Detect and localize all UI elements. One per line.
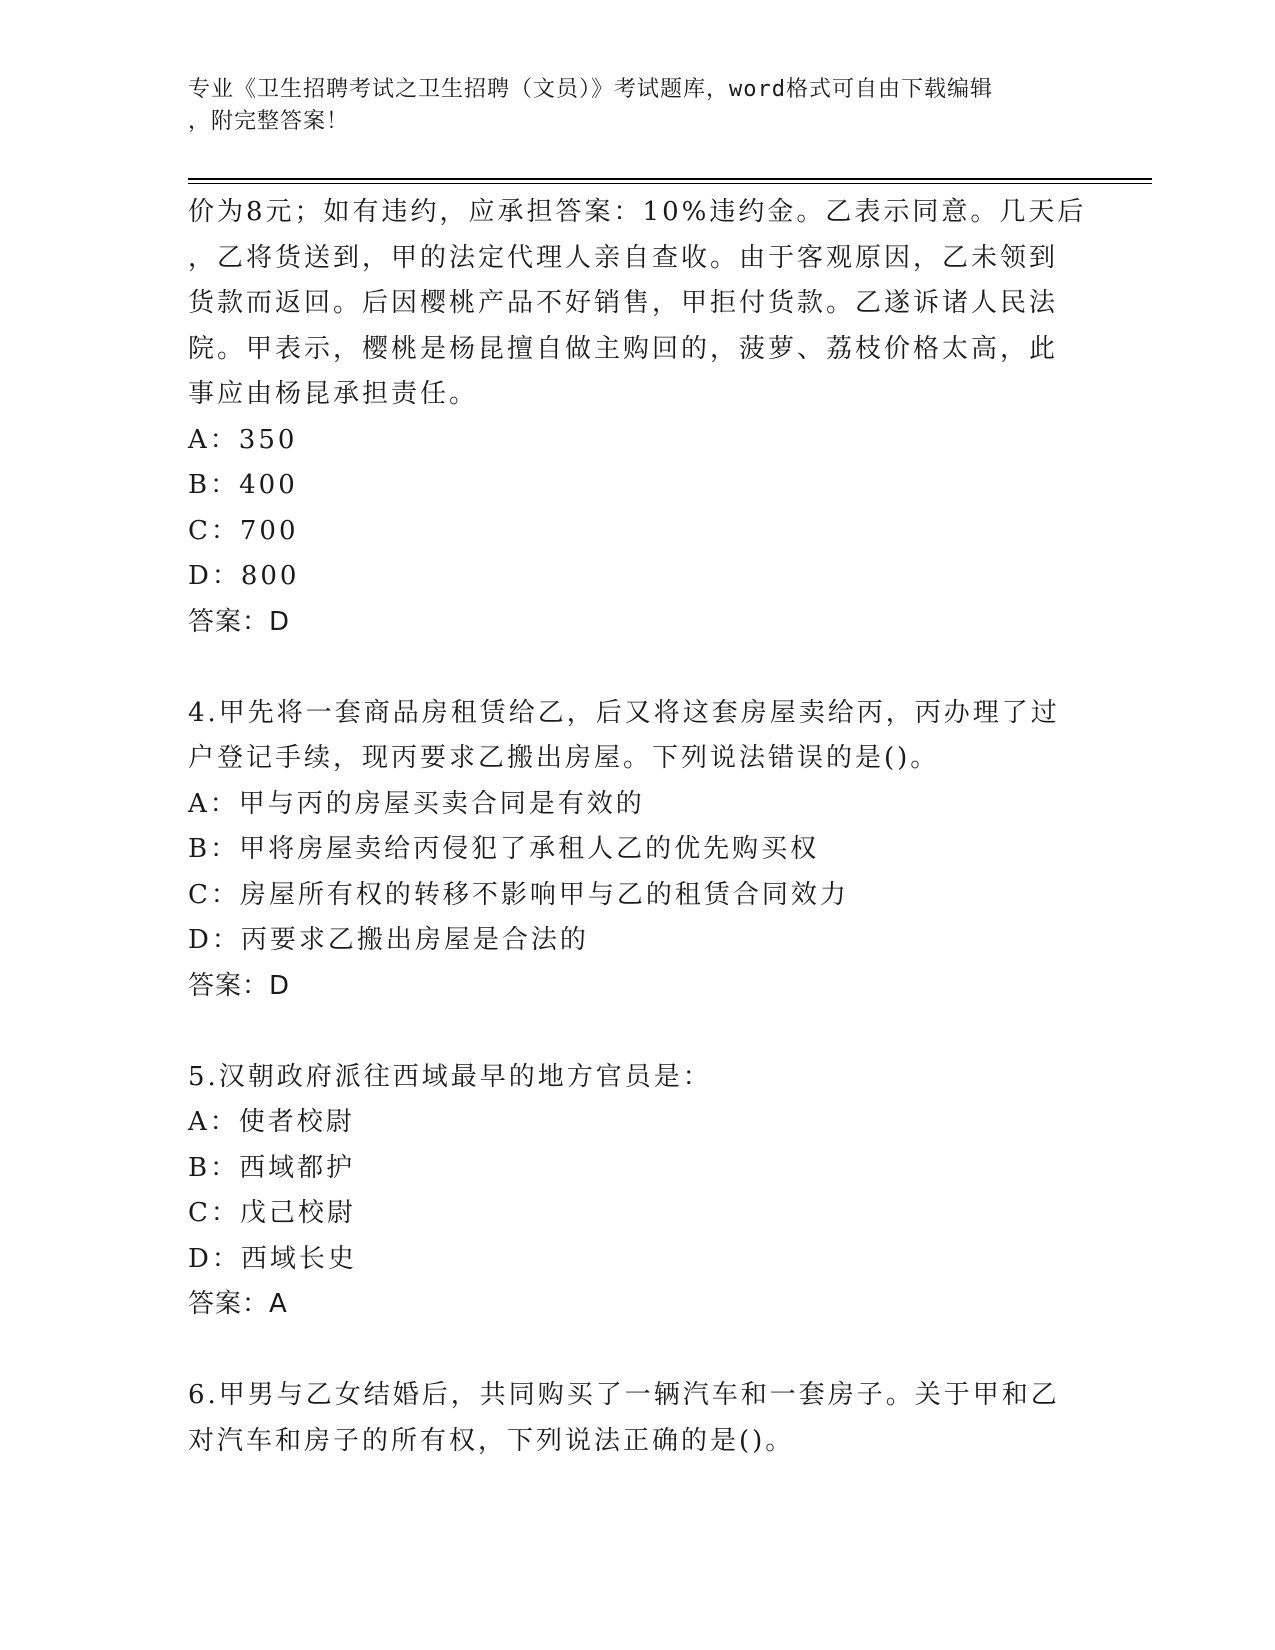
question-3-block [188, 190, 1088, 645]
spacer [188, 1328, 1088, 1374]
header-rule-thin [188, 183, 1152, 184]
page-header [188, 74, 1068, 138]
question-4-answer: 答案：D [188, 970, 291, 1001]
question-5-option-b: B：西域都护 [188, 1152, 356, 1183]
question-3-text-line: 事应由杨昆承担责任。 [188, 379, 479, 409]
question-6-text-line: 对汽车和房子的所有权，下列说法正确的是()。 [188, 1425, 795, 1456]
question-4-text-line: 户登记手续，现丙要求乙搬出房屋。下列说法错误的是()。 [188, 743, 940, 773]
header-rule-thick [188, 178, 1152, 180]
question-6-text-line: 6.甲男与乙女结婚后，共同购买了一辆汽车和一套房子。关于甲和乙 [188, 1380, 1060, 1410]
question-4-option-d: D：丙要求乙搬出房屋是合法的 [188, 925, 589, 955]
question-4-block [188, 691, 1088, 1010]
question-4-text-line: 4.甲先将一套商品房租赁给乙，后又将这套房屋卖给丙，丙办理了过 [188, 697, 1060, 728]
question-5-answer: 答案：A [188, 1289, 288, 1319]
question-5-option-c: C：戊己校尉 [188, 1198, 356, 1228]
question-3-text-line: 院。甲表示，樱桃是杨昆擅自做主购回的，菠萝、荔枝价格太高，此 [188, 333, 1059, 364]
question-3-option-c: C：700 [188, 515, 299, 546]
spacer [188, 1009, 1088, 1055]
question-4-option-a: A：甲与丙的房屋买卖合同是有效的 [188, 788, 645, 819]
question-3-text-line: ，乙将货送到，甲的法定代理人亲自查收。由于客观原因，乙未领到 [188, 242, 1059, 273]
question-3-text-line: 价为8元；如有违约，应承担答案：10%违约金。乙表示同意。几天后 [188, 197, 1087, 227]
header-line-2: ，附完整答案！ [188, 109, 350, 134]
spacer [188, 645, 1088, 691]
question-3-text-line: 货款而返回。后因樱桃产品不好销售，甲拒付货款。乙遂诉诸人民法 [188, 288, 1059, 318]
question-3-option-d: D：800 [188, 561, 300, 591]
question-6-block [188, 1373, 1088, 1464]
question-4-option-b: B：甲将房屋卖给丙侵犯了承租人乙的优先购买权 [188, 834, 820, 864]
question-4-option-c: C：房屋所有权的转移不影响甲与乙的租赁合同效力 [188, 879, 849, 910]
question-5-text-line: 5.汉朝政府派往西域最早的地方官员是： [188, 1061, 712, 1092]
document-body [188, 190, 1088, 1464]
question-3-answer: 答案：D [188, 606, 291, 637]
question-5-option-d: D：西域长史 [188, 1243, 357, 1274]
question-5-option-a: A：使者校尉 [188, 1107, 355, 1137]
header-line-1: 专业《卫生招聘考试之卫生招聘（文员）》考试题库，word格式可自由下载编辑 [188, 77, 993, 102]
question-3-option-b: B：400 [188, 470, 298, 500]
question-5-block [188, 1055, 1088, 1328]
question-3-option-a: A：350 [188, 424, 298, 455]
